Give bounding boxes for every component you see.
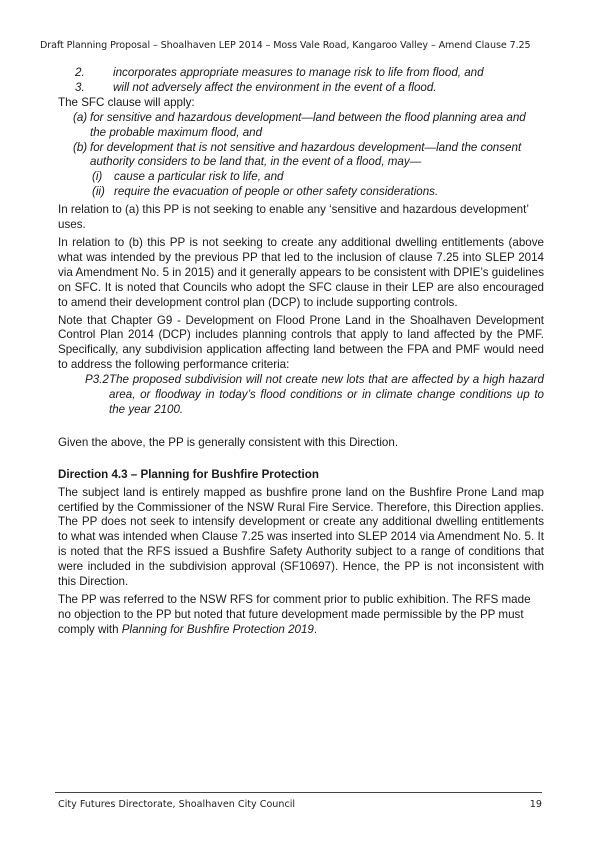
list-number: (ii) <box>92 185 105 199</box>
list-text: for sensitive and hazardous development—land between the flood planning area and the probable maximum flood, and <box>90 110 526 139</box>
list-text: incorporates appropriate measures to manage risk to life from flood, and <box>113 66 484 79</box>
rfs-document-title: Planning for Bushfire Protection 2019 <box>121 622 314 636</box>
list-number: 2. <box>75 66 85 79</box>
paragraph-b: In relation to (b) this PP is not seeking to create any additional dwelling entitlements (above what was intended by the previous PP that led to the inclusion of clause 7.25 into SLEP 2014 via Amendment No. 5 in 2015) and it generally appears to be consistent with DPIE’s guidelines on SFC. It is noted that Councils who adopt the SFC clause in their LEP are also encouraged to amend their development control plan (DCP) to include supporting controls. <box>58 235 544 309</box>
criteria-number: P3.2 <box>85 373 109 387</box>
rfs-text-end: . <box>313 622 318 636</box>
spacer <box>58 418 544 436</box>
list-item <box>75 81 544 96</box>
list-text: require the evacuation of people or other safety considerations. <box>114 185 439 199</box>
sfc-intro: The SFC clause will apply: <box>58 95 195 109</box>
paragraph-dcp: Note that Chapter G9 - Development on Flood Prone Land in the Shoalhaven Development Control Plan 2014 (DCP) includes planning controls that apply to land affected by the PMF. Specifically, any subdivision application affecting land between the FPA and PMF would need to address the following performance criteria: <box>58 313 544 372</box>
list-number: (a) <box>73 110 88 124</box>
rfs-text: The PP was referred to the NSW RFS for comment prior to public exhibition. The RFS made no objection to the PP but noted that future development made permissible by the PP must comply with <box>58 593 531 636</box>
list-item <box>73 111 544 141</box>
list-item <box>92 185 544 200</box>
document-body <box>58 66 544 638</box>
page-header: Draft Planning Proposal – Shoalhaven LEP 2014 – Moss Vale Road, Kangaroo Valley – Amend Clause 7.25 <box>40 40 531 51</box>
footer-organisation: City Futures Directorate, Shoalhaven City Council <box>58 799 296 810</box>
criteria-text: The proposed subdivision will not create new lots that are affected by a high hazard area, or floodway in today’s flood conditions or in climate change conditions up to the year 2100. <box>109 373 544 416</box>
list-text: for development that is not sensitive and hazardous development—land the consent authority considers to be land that, in the event of a flood, may— <box>90 140 522 169</box>
list-number: (i) <box>92 170 103 184</box>
list-item <box>92 170 544 185</box>
list-number: 3. <box>75 80 85 94</box>
section-heading: Direction 4.3 – Planning for Bushfire Protection <box>58 467 319 481</box>
list-number: (b) <box>73 140 88 154</box>
list-item <box>75 66 544 81</box>
paragraph-bushfire: The subject land is entirely mapped as bushfire prone land on the Bushfire Prone Land map certified by the Commissioner of the NSW Rural Fire Service. Therefore, this Direction applies. The PP does not seek to intensify development or create any additional dwelling entitlements to what was intended when Clause 7.25 was inserted into SLEP 2014 via Amendment No. 5. It is noted that the RFS issued a Bushfire Safety Authority subject to a range of conditions that were included in the subdivision approval (SF10697). Hence, the PP is not inconsistent with this Direction. <box>58 485 544 589</box>
list-item <box>73 141 544 171</box>
list-text: cause a particular risk to life, and <box>114 170 284 184</box>
paragraph-a: In relation to (a) this PP is not seeking to enable any ‘sensitive and hazardous development’ uses. <box>58 203 529 232</box>
paragraph-rfs <box>58 593 544 638</box>
performance-criteria <box>85 373 544 418</box>
footer-divider <box>55 792 542 793</box>
page-footer <box>58 799 542 810</box>
list-text: will not adversely affect the environment in the event of a flood. <box>113 80 437 94</box>
paragraph-consistent: Given the above, the PP is generally consistent with this Direction. <box>58 435 399 449</box>
page-number: 19 <box>529 799 542 810</box>
